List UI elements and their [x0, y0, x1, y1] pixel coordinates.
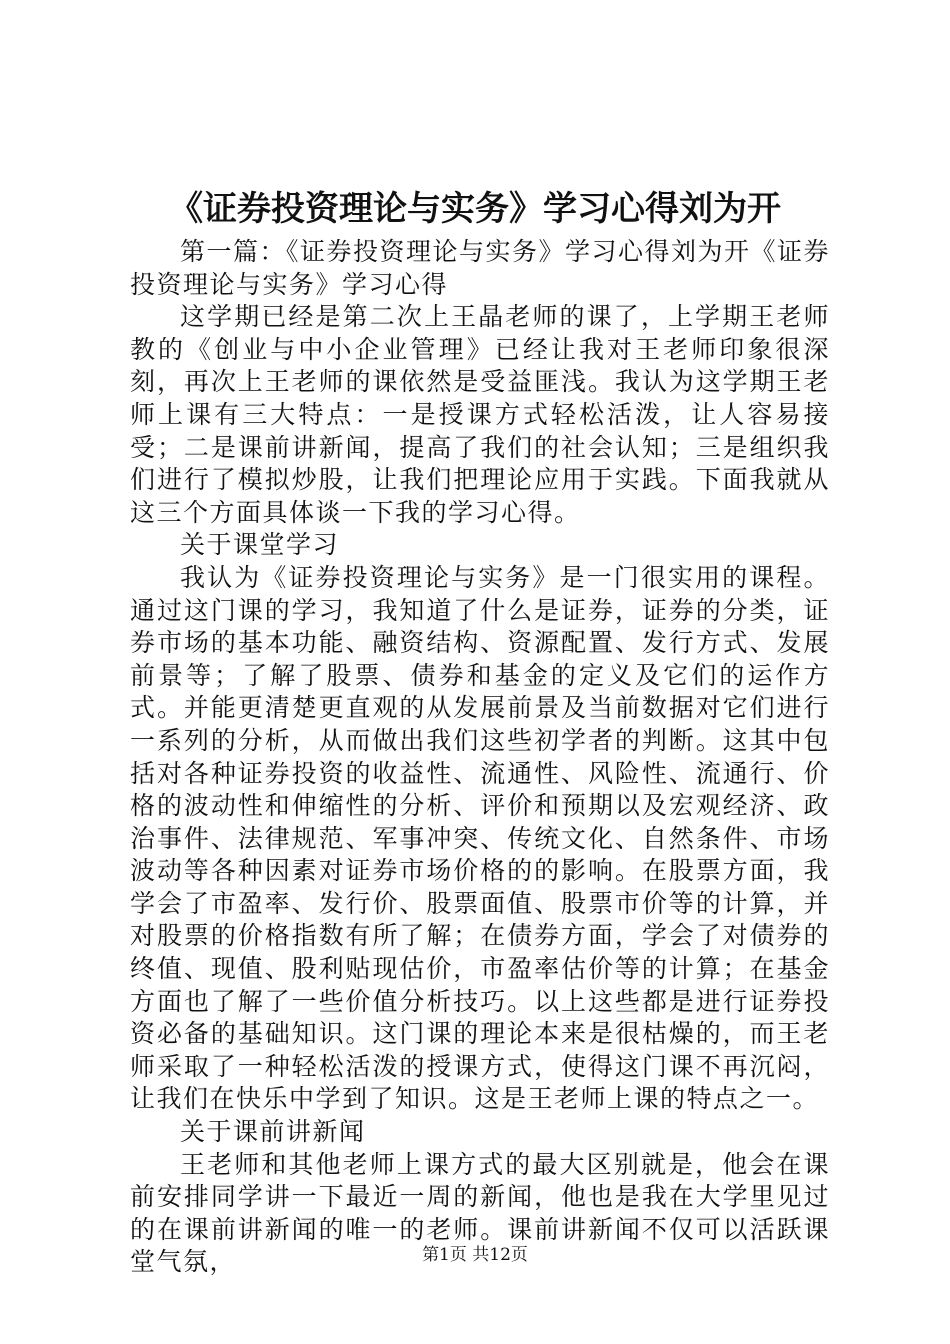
section-heading-classroom: 关于课堂学习 — [180, 530, 340, 560]
page-number-footer: 第1页 共12页 — [422, 1245, 528, 1265]
section-heading-news: 关于课前讲新闻 — [180, 1117, 366, 1147]
paragraph-overview: 这学期已经是第二次上王晶老师的课了，上学期王老师教的《创业与中小企业管理》已经让我对王老师印象很深刻，再次上王老师的课依然是受益匪浅。我认为这学期王老师上课有三大特点：一是授课方式轻松活泼，让人容易接受；二是课前讲新闻，提高了我们的社会认知；三是组织我们进行了模拟炒股，让我们把理论应用于实践。下面我就从这三个方面具体谈一下我的学习心得。 — [130, 302, 830, 527]
document-body — [130, 236, 830, 1279]
document-title: 《证券投资理论与实务》学习心得刘为开 — [169, 189, 781, 229]
paragraph-news: 王老师和其他老师上课方式的最大区别就是，他会在课前安排同学讲一下最近一周的新闻，他也是我在大学里见过的在课前讲新闻的唯一的老师。课前讲新闻不仅可以活跃课堂气氛， — [130, 1149, 830, 1277]
paragraph-intro: 第一篇：《证券投资理论与实务》学习心得刘为开《证券投资理论与实务》学习心得 — [130, 237, 831, 299]
paragraph-classroom: 我认为《证券投资理论与实务》是一门很实用的课程。通过这门课的学习，我知道了什么是证券，证券的分类，证券市场的基本功能、融资结构、资源配置、发行方式、发展前景等；了解了股票、债券和基金的定义及它们的运作方式。并能更清楚更直观的从发展前景及当前数据对它们进行一系列的分析，从而做出我们这些初学者的判断。这其中包括对各种证券投资的收益性、流通性、风险性、流通行、价格的波动性和伸缩性的分析、评价和预期以及宏观经济、政治事件、法律规范、军事冲突、传统文化、自然条件、市场波动等各种因素对证券市场价格的的影响。在股票方面，我学会了市盈率、发行价、股票面值、股票市价等的计算，并对股票的价格指数有所了解；在债券方面，学会了对债券的终值、现值、股利贴现估价，市盈率估价等的计算；在基金方面也了解了一些价值分析技巧。以上这些都是进行证券投资必备的基础知识。这门课的理论本来是很枯燥的，而王老师采取了一种轻松活泼的授课方式，使得这门课不再沉闷，让我们在快乐中学到了知识。这是王老师上课的特点之一。 — [130, 562, 830, 1114]
